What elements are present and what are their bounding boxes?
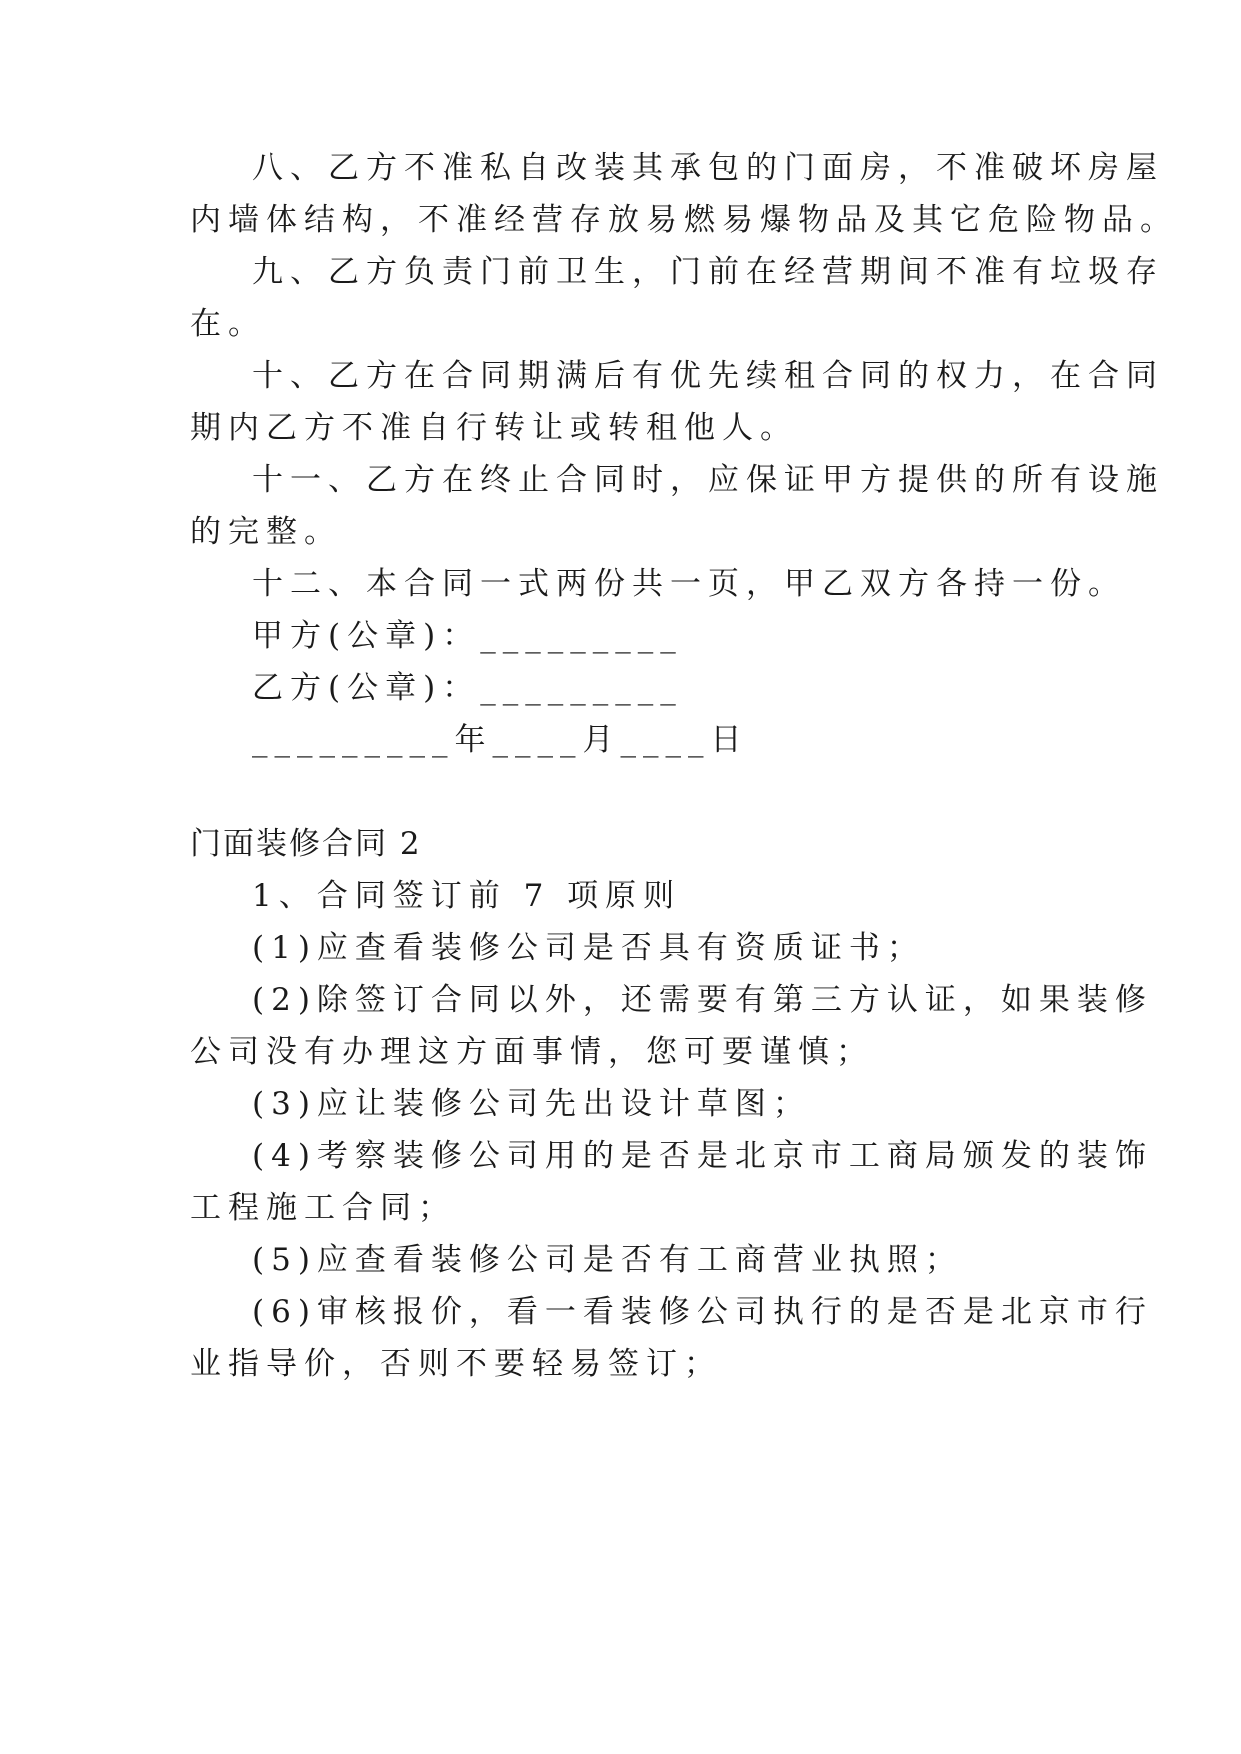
principle-6-line-2: 业指导价，否则不要轻易签订；: [190, 1346, 722, 1382]
section-title: 门面装修合同 2: [190, 826, 422, 862]
clause-8-line-2: 内墙体结构，不准经营存放易燃易爆物品及其它危险物品。: [190, 202, 1178, 238]
principle-4-line-1: (4)考察装修公司用的是否是北京市工商局颁发的装饰: [252, 1138, 1153, 1174]
principle-3-line-1: (3)应让装修公司先出设计草图；: [252, 1086, 811, 1122]
clause-10-line-1: 十、乙方在合同期满后有优先续租合同的权力，在合同: [252, 358, 1164, 394]
principle-4-line-2: 工程施工合同；: [190, 1190, 456, 1226]
clause-11-line-1: 十一、乙方在终止合同时，应保证甲方提供的所有设施: [252, 462, 1164, 498]
clause-9-line-2: 在。: [190, 306, 266, 342]
principle-5-line-1: (5)应查看装修公司是否有工商营业执照；: [252, 1242, 963, 1278]
party-b-signature: 乙方(公章)：_________: [252, 670, 683, 706]
clause-9-line-1: 九、乙方负责门前卫生，门前在经营期间不准有垃圾存: [252, 254, 1164, 290]
principle-1-line-1: (1)应查看装修公司是否具有资质证书；: [252, 930, 925, 966]
principle-2-line-1: (2)除签订合同以外，还需要有第三方认证，如果装修: [252, 982, 1153, 1018]
clause-12-line-1: 十二、本合同一式两份共一页，甲乙双方各持一份。: [252, 566, 1126, 602]
clause-10-line-2: 期内乙方不准自行转让或转租他人。: [190, 410, 798, 446]
principles-subheading: 1、合同签订前 7 项原则: [252, 878, 682, 914]
clause-11-line-2: 的完整。: [190, 514, 342, 550]
clause-8-line-1: 八、乙方不准私自改装其承包的门面房，不准破坏房屋: [252, 150, 1164, 186]
principle-6-line-1: (6)审核报价，看一看装修公司执行的是否是北京市行: [252, 1294, 1153, 1330]
principle-2-line-2: 公司没有办理这方面事情，您可要谨慎；: [190, 1034, 874, 1070]
party-a-signature: 甲方(公章)：_________: [252, 618, 683, 654]
signature-date: _________年____月____日: [252, 722, 749, 758]
